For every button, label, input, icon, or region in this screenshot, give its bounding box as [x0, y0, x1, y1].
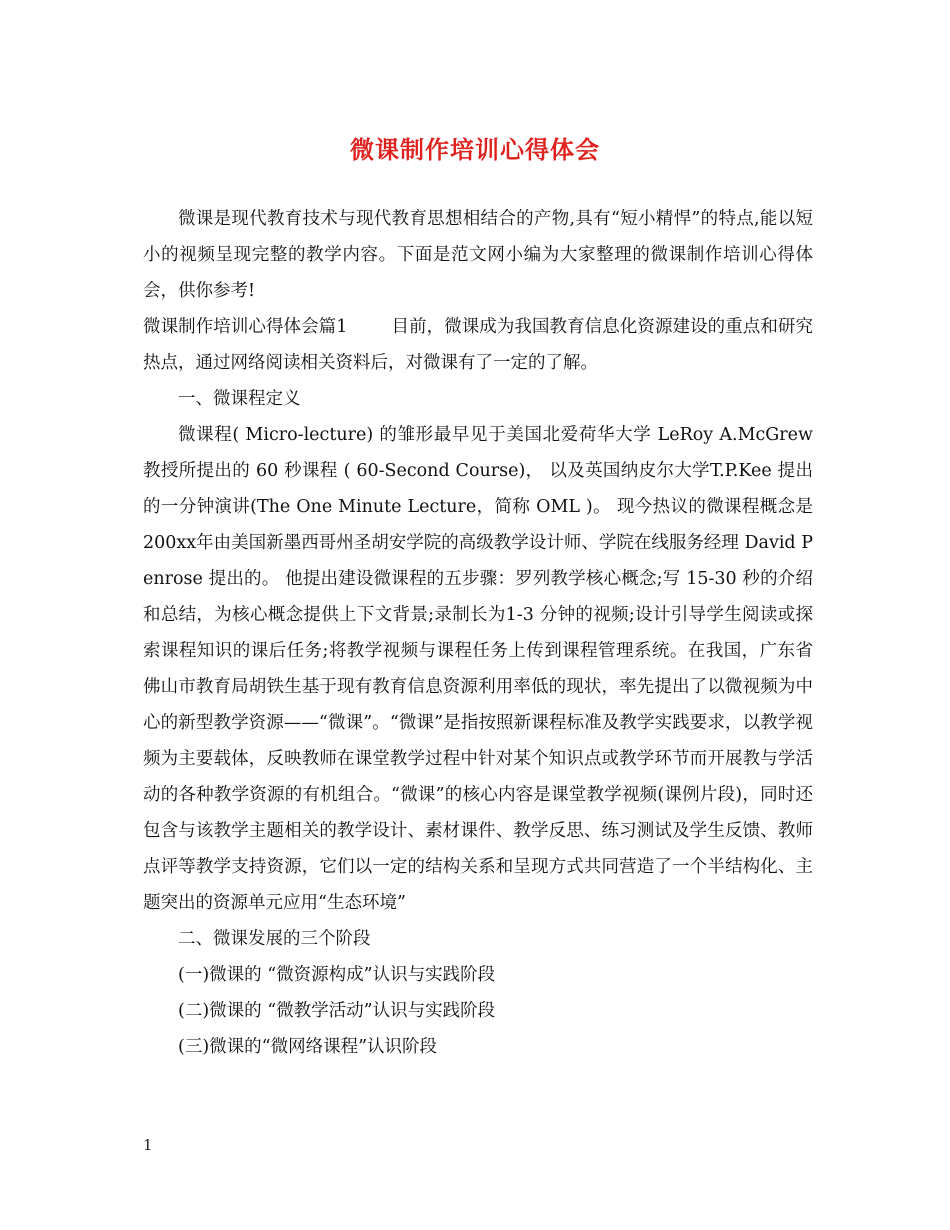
- page-number: 1: [143, 1136, 153, 1154]
- document-title: 微课制作培训心得体会: [350, 135, 600, 164]
- document-body: [143, 201, 813, 1065]
- stage-item: (一)微课的 “微资源构成”认识与实践阶段: [178, 965, 496, 985]
- chapter-intro: 目前，微课成为我国教育信息化资源建设的重点和研究热点，通过网络阅读相关资料后，对微课有了一定的了解。: [143, 317, 813, 373]
- chapter-paragraph: [143, 309, 813, 381]
- chapter-label: 微课制作培训心得体会篇1: [143, 317, 348, 337]
- stage-item: (三)微课的“微网络课程”认识阶段: [178, 1037, 438, 1057]
- stage-item: (二)微课的 “微教学活动”认识与实践阶段: [178, 1001, 496, 1021]
- section-heading-definition: 一、微课程定义: [178, 389, 301, 409]
- definition-paragraph: 微课程( Micro-lecture) 的雏形最早见于美国北爱荷华大学 LeRoy A.McGrew 教授所提出的 60 秒课程 ( 60-Second Course)， 以及英国纳皮尔大学T.P.Kee 提出的一分钟演讲(The One Minute Lecture，简称 OML )。 现今热议的微课程概念是 200xx年由美国新墨西哥州圣胡安学院的高级教学设计师、学院在线服务经理 David Penrose 提出的。 他提出建设微课程的五步骤：罗列教学核心概念;写 15-30 秒的介绍和总结，为核心概念提供上下文背景;录制长为1-3 分钟的视频;设计引导学生阅读或探索课程知识的课后任务;将教学视频与课程任务上传到课程管理系统。在我国，广东省佛山市教育局胡铁生基于现有教育信息资源利用率低的现状，率先提出了以微视频为中心的新型教学资源——“微课”。“微课”是指按照新课程标准及教学实践要求，以教学视频为主要载体，反映教师在课堂教学过程中针对某个知识点或教学环节而开展教与学活动的各种教学资源的有机组合。“微课”的核心内容是课堂教学视频(课例片段)，同时还包含与该教学主题相关的教学设计、素材课件、教学反思、练习测试及学生反馈、教师点评等教学支持资源，它们以一定的结构关系和呈现方式共同营造了一个半结构化、主题突出的资源单元应用“生态环境”: [143, 425, 813, 913]
- intro-paragraph: 微课是现代教育技术与现代教育思想相结合的产物,具有“短小精悍”的特点,能以短小的视频呈现完整的教学内容。下面是范文网小编为大家整理的微课制作培训心得体会，供你参考!: [143, 209, 813, 301]
- section-heading-stages: 二、微课发展的三个阶段: [178, 929, 371, 949]
